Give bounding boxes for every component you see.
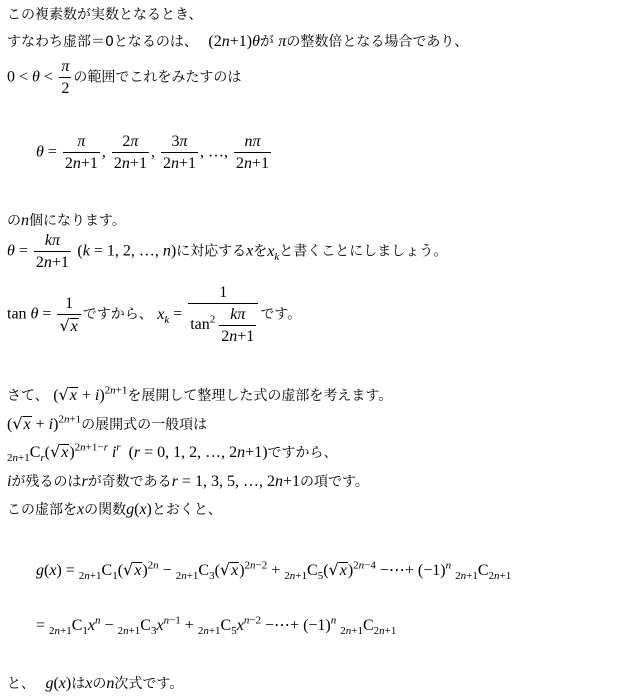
frac-xk: 1 $\tan^2$ $\frac{k\pi}{2n+1}$ [188, 284, 258, 345]
math-range: 0 < θ < [7, 68, 53, 86]
line-10: $_{2n+1}C_r(√x)^{2n+1-r}$ $i^r$ (r = 0, 1, 2, …, 2n+1)ですから、 [7, 441, 338, 465]
text-l11c: の項です。 [299, 474, 369, 490]
text-l6b: を [253, 243, 268, 260]
line-4-theta-list: θ = $\frac{\pi}{2n+1}$ , $\frac{2\pi}{2n+1}$ , $\frac{3\pi}{2n+1}$ , …, $\frac{n\pi}{2n+1}$ [36, 133, 270, 172]
text-l8a: さて、 [7, 388, 49, 404]
math-2n1theta: (2n+1)θ [208, 33, 260, 50]
text-l15a: と、 [7, 676, 35, 692]
text-l3a: の範囲でこれをみたすのは [73, 69, 242, 86]
text-l7a: ですから、 [82, 306, 153, 323]
text-l15c: の [92, 676, 107, 692]
line-9: $(√x + i)^{2n+1}$の展開式の一般項は [7, 413, 208, 433]
line-1 [7, 8, 202, 22]
frac-pi-2: $\frac{\pi}{2}$ [61, 58, 70, 97]
line-15: と、 g(x)はxのn次式です。 [7, 675, 184, 692]
text-l5: 個になります。 [29, 213, 126, 229]
line-5: のn個になります。 [7, 212, 126, 229]
text-l2a: すなわち虚部＝0となるのは、 [7, 34, 198, 50]
text-l11b: が奇数である [87, 474, 172, 490]
line-13-gx-expansion: $g(x) = _{2n+1}C_1(√x)^{2n} - _{2n+1}C_3(√x)^{2n-2} + _{2n+1}C_5(√x)^{2n-4}$ −⋯+ $(-1)^n$ $_{2n+1}C_{2n+1}$ [36, 559, 512, 583]
text-l2c: の整数倍となる場合であり、 [286, 34, 469, 50]
text-l9: の展開式の一般項は [81, 417, 208, 433]
line-3 [7, 58, 241, 97]
text-l15d: 次式です。 [114, 676, 184, 692]
text-l12b: の関数 [84, 502, 127, 518]
text-l7b: です。 [260, 306, 302, 323]
text-l2b: が [259, 34, 274, 50]
text-l6a: に対応する [176, 243, 247, 260]
line-8: さて、 $(√x + i)^{2n+1}$を展開して整理した式の虚部を考えます。 [7, 384, 393, 404]
math-pi: π [278, 33, 287, 50]
text-l1: この複素数が実数となるとき、 [7, 7, 203, 23]
line-14-gx-poly: = $_{2n+1}C_1x^n - _{2n+1}C_3x^{n-1} + _{2n+1}C_5x^{n-2}$ −⋯+ $(-1)^n$ $_{2n+1}C_{2n+1}$ [36, 614, 397, 638]
text-l8b: を展開して整理した式の虚部を考えます。 [127, 388, 393, 404]
text-l12c: とおくと、 [151, 502, 222, 518]
line-2 [7, 34, 468, 50]
text-l12a: この虚部を [7, 502, 77, 518]
text-l11a: が残るのは [11, 474, 82, 490]
text-l15b: は [71, 676, 86, 692]
line-11: iが残るのはrが奇数であるr = 1, 3, 5, …, 2n+1の項です。 [7, 473, 369, 490]
line-6: θ = $\frac{k\pi}{2n+1}$ (k = 1, 2, …, n)に対応するxを$x_k$と書くことにしましょう。 [7, 232, 448, 271]
text-l6c: と書くことにしましょう。 [279, 243, 448, 260]
text-l10: ですから、 [267, 445, 338, 461]
line-7: tan θ = $\frac{1}{√x}$ ですから、 $x_k$ = 1 $\tan^2$ $\frac{k\pi}{2n+1}$ です。 [7, 284, 302, 345]
line-12: この虚部をxの関数g(x)とおくと、 [7, 501, 222, 518]
